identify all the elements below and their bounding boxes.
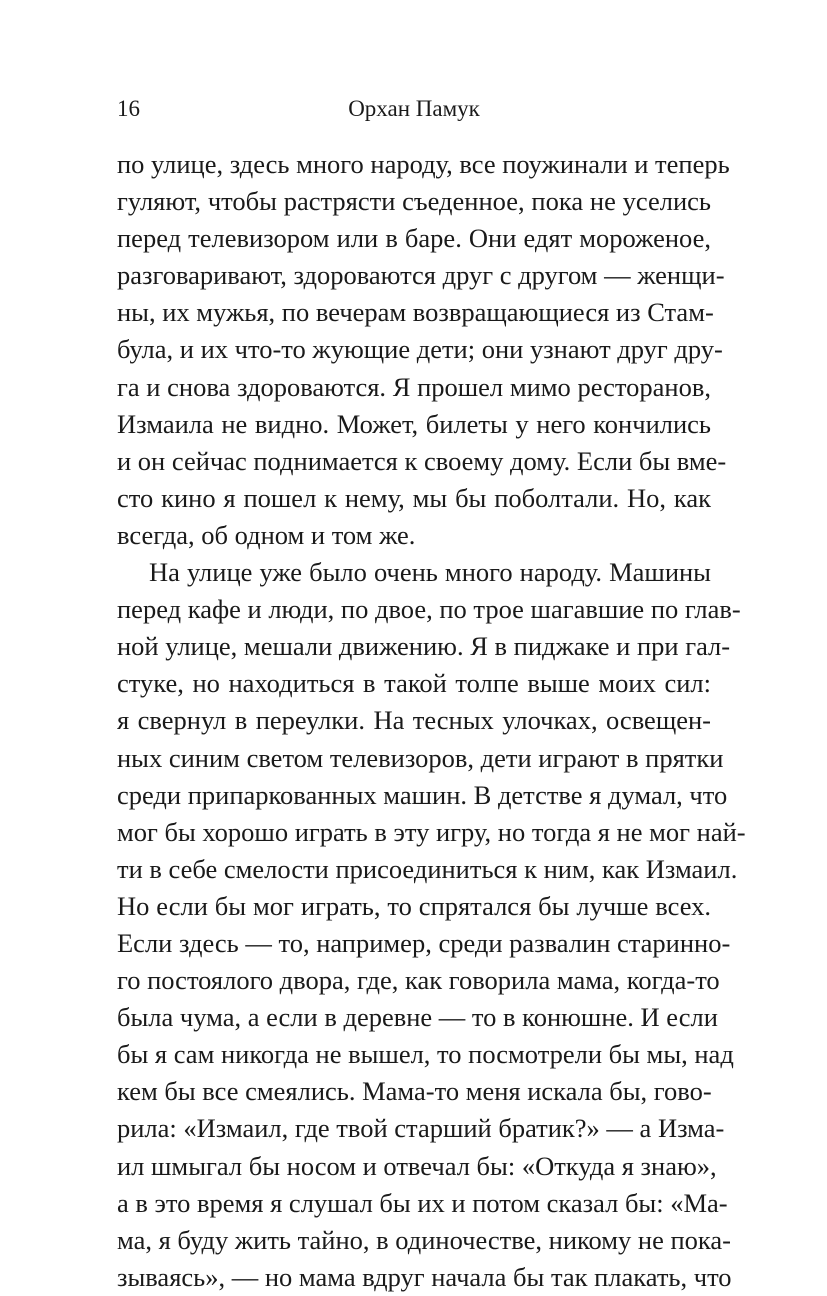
text-line: разговаривают, здороваются друг с другом — женщи- [117,260,725,291]
text-line: и он сейчас поднимается к своему дому. Если бы вме- [117,445,727,476]
text-line: была чума, а если в деревне — то в конюшне. И если [117,1002,718,1033]
text-line: кем бы все смеялись. Мама-то меня искала бы, гово- [117,1076,712,1107]
text-line: Но если бы мог играть, то спрятался бы лучше всех. [117,890,711,921]
text-line: зываясь», — но мама вдруг начала бы так плакать, что [117,1261,732,1292]
paragraph-first-line: На улице уже было очень много народу. Машины [149,557,711,588]
text-line: була, и их что-то жующие дети; они узнают друг дру- [117,334,723,365]
text-line: бы я сам никогда не вышел, то посмотрели бы мы, над [117,1039,734,1070]
text-line: ных синим светом телевизоров, дети играют в прятки [117,742,724,773]
text-line: ти в себе смелости присоединиться к ним, как Измаил. [117,853,738,884]
text-line: мог бы хорошо играть в эту игру, но тогда я не мог най- [117,816,746,847]
page-number: 16 [117,96,140,121]
text-line: гуляют, чтобы растрясти съеденное, пока не уселись [117,186,711,217]
text-line: я свернул в переулки. На тесных улочках, освещен- [117,705,711,736]
text-line: ной улице, мешали движению. Я в пиджаке и при гал- [117,631,731,662]
text-line: а в это время я слушал бы их и потом сказал бы: «Ма- [117,1187,728,1218]
text-line: стуке, но находиться в такой толпе выше моих сил: [117,668,711,699]
text-line: сто кино я пошел к нему, мы бы поболтали. Но, как [117,482,711,513]
text-line: перед кафе и люди, по двое, по трое шагавшие по глав- [117,594,741,625]
text-line: рила: «Измаил, где твой старший братик?» — а Изма- [117,1113,725,1144]
text-line: Измаила не видно. Может, билеты у него кончились [117,408,711,439]
running-head [117,92,711,126]
running-head-author: Орхан Памук [348,96,480,121]
text-line: по улице, здесь много народу, все поужинали и теперь [117,149,730,179]
body-text [117,146,746,1296]
text-line: среди припаркованных машин. В детстве я думал, что [117,779,728,810]
text-line: ны, их мужья, по вечерам возвращающиеся из Стам- [117,297,714,328]
text-line: Если здесь — то, например, среди развалин старинно- [117,927,731,958]
text-line: га и снова здороваются. Я прошел мимо ресторанов, [117,371,711,402]
text-line: перед телевизором или в баре. Они едят мороженое, [117,223,711,254]
text-line: ма, я буду жить тайно, в одиночестве, никому не пока- [117,1224,731,1255]
text-line: го постоялого двора, где, как говорила мама, когда-то [117,965,720,996]
paragraph-end-line: всегда, об одном и том же. [117,519,416,550]
text-line: ил шмыгал бы носом и отвечал бы: «Откуда я знаю», [117,1150,717,1181]
